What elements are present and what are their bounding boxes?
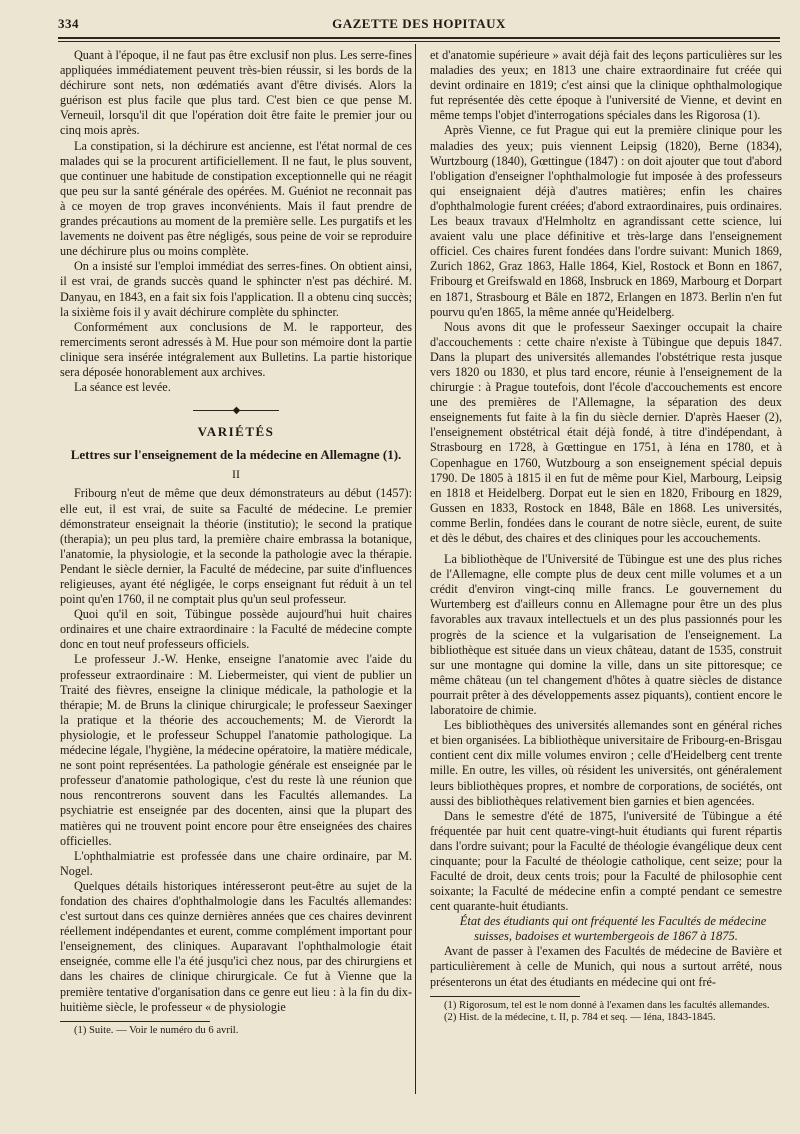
paragraph: La constipation, si la déchirure est ancienne, est l'état normal de ces malades qui se la procurent artificiellement. Il ne faut, le plus souvent, que continuer une habitude de constipation exceptionnelle qui ne réagit que peu sur la santé générale des opérées. M. Guéniot ne reconnait pas à ce moyen de trop graves inconvénients. Mais il faut prendre de grandes précautions au moment de la première selle. Les purgatifs et les lavements ne doivent pas être négligés, sous peine de voir se reproduire une déchirure plus ou moins complète.	[60, 138, 412, 259]
paragraph: Dans le semestre d'été de 1875, l'université de Tübingue a été fréquentée par huit cent quatre-vingt-huit étudiants qui furent répartis dans l'ordre suivant; pour la Faculté de théologie évangélique deux cent cinquante; pour la Faculté de théologie catholique, cent seize; pour la Faculté de droit, deux cents trois; pour la Faculté de philosophie cent soixante; la Faculté de médecine enfin a compté pendant ce semestre cent quarante-huit étudiants.	[430, 808, 782, 914]
part-number: II	[232, 467, 240, 482]
footnote-rule	[430, 996, 580, 997]
paragraph: Quelques détails historiques intéresseront peut-être au sujet de la fondation des chaires d'ophthalmologie dans les Facultés allemandes: c'est surtout dans ces quinze dernières années que ces chaires devinrent réellement indépendantes et eurent, comme complément important pour l'enseignement, des cliniques. Auparavant l'ophthalmologie était enseignée, comme elle l'a été jusqu'ici chez nous, par des chirurgiens et dans les chaires de clinique chirurgicale. Ce fut à Vienne que la première tentative d'organisation dans ce genre eut lieu : à la fin du dix-huitième siècle, le professeur « de physiologie	[60, 878, 412, 1014]
page-number: 334	[58, 16, 79, 31]
paragraph: Fribourg n'eut de même que deux démonstrateurs au début (1457): elle eut, il est vrai, de suite sa Faculté de médecine. Le premier démonstrateur enseignait la théorie (institutio); le second la pratique (therapia); un peu plus tard, la première chaire embrassa la botanique, l'anatomie, la physiologie, et la seconde la pathologie avec la thérapie. Pendant le siècle dernier, la Faculté de médecine, par suite d'influences religieuses, ayant été négligée, le corps enseignant fut réduit à un tel point qu'en 1760, il ne comptait plus qu'un seul professeur.	[60, 486, 412, 607]
section-ornament: ◆	[60, 403, 412, 418]
paragraph: La séance est levée.	[74, 380, 171, 395]
footnote-rule	[60, 1021, 210, 1022]
section-heading: VARIÉTÉS	[197, 424, 275, 440]
paragraph: Quant à l'époque, il ne faut pas être exclusif non plus. Les serre-fines appliquées immédiatement peuvent très-bien réussir, si les bords de la déchirure sont nets, non œdématiés avant d'être divisés. Alors la guérison est plus facile que plus tard. C'est bien ce que pense M. Verneuil, lorsqu'il dit que l'opération doit être faite le premier jour ou cinq mois après.	[60, 48, 412, 138]
paragraph: Les bibliothèques des universités allemandes sont en général riches et bien organisées. La bibliothèque universitaire de Fribourg-en-Brisgau contient cent dix mille volumes environ ; celle d'Heidelberg cent trente mille. En outre, les villes, où résident les universités, ont généralement leurs bibliothèques propres, et nombre de corporations, de sociétés, ont aussi des bibliothèques relativement bien garnies et bien agencées.	[430, 718, 782, 808]
footnote: (2) Hist. de la médecine, t. II, p. 784 et seq. — Iéna, 1843-1845.	[444, 1012, 716, 1024]
table-title: État des étudiants qui ont fréquenté les Facultés de médecine suisses, badoises et wurtembergeois de 1867 à 1875.	[459, 914, 767, 944]
footnote: (1) Suite. — Voir le numéro du 6 avril.	[74, 1024, 239, 1036]
journal-title: GAZETTE DES HOPITAUX	[332, 16, 506, 31]
paragraph: et d'anatomie supérieure » avait déjà fait des leçons particulières sur les maladies des yeux; en 1813 une chaire extraordinaire fut créée qui devint ordinaire en 1819; c'est ainsi que la clinique ophthalmologique fut représentée dès cette époque à l'université de Vienne, et devint en même temps l'objet d'interrogations spéciales dans les Rigorosa (1).	[430, 48, 782, 123]
paragraph: Après Vienne, ce fut Prague qui eut la première clinique pour les maladies des yeux; puis viennent Leipsig (1820), Berne (1834), Wurtzbourg (1840), Gœttingue (1847) : on doit ajouter que tout d'abord l'obligation d'enseigner l'ophthalmologie fut imposée à des professeurs qui enseignaient déjà d'autres matières; enfin les chaires d'ophthalmologie furent créées; d'abord extraordinaires, puis ordinaires. Les beaux travaux d'Helmholtz en agrandissant cette science, lui avaient valu une place définitive et très-large dans l'enseignement officiel. Ces chaires furent fondées dans l'ordre suivant: Munich 1869, Zurich 1862, Graz 1863, Halle 1864, Kiel, Rostock et Bonn en 1867, Fribourg et Greifswald en 1868, Insbruck en 1869, Marbourg et Dorpart en 1871, Strasbourg et Bâle en 1872, Erlangen en 1873. Berlin n'en fut pourvu qu'en 1865, la même année qu'Heidelberg.	[430, 123, 782, 319]
paragraph: Nous avons dit que le professeur Saexinger occupait la chaire d'accouchements : cette chaire n'existe à Tübingue que depuis 1847. Dans la plupart des universités allemandes l'obstétrique resta jusque vers 1820 ou 1830, et plus tard encore, réunie à l'enseignement de la chirurgie : à Prague toutefois, dont l'école d'accouchements est encore une des premières de l'Allemagne, la séparation des deux enseignements fut faite à la fin du siècle dernier. D'après Haeser (2), l'enseignement obstétrical était déjà fondé, à titre d'indépendant, à Strasbourg en 1728, à Gœttingue en 1751, à Iéna en 1780, et à Copenhague en 1760, Wutzbourg a son enseignement spécial depuis 1790. De 1805 à 1815 il en fut de même pour Kiel, Marbourg, Leipsig en 1818 et Heidelberg. Dorpat eut le sien en 1820, Fribourg en 1829, Gussen en 1833, Rostock en 1848, Bâle en 1868. Les universités, comme Berlin, fondées dans le courant de notre siècle, eurent, de suite et dès le début, des chaires et des cliniques pour les accouchements.	[430, 319, 782, 545]
header-rule-thin	[58, 41, 780, 42]
paragraph: Le professeur J.-W. Henke, enseigne l'anatomie avec l'aide du professeur extraordinaire : M. Liebermeister, qui vient de publier un Traité des fièvres, enseigne la clinique médicale, la pathologie et la thérapie; M. de Bruns la clinique chirurgicale; le professeur Saexinger la pratique et la théorie des accouchements; M. de Vierordt la physiologie, et le professeur Schuppel l'anatomie pathologique. La médecine légale, l'hygiène, la médecine opératoire, la matière médicale, ne sont point représentées. La pathologie générale est enseignée par le professeur d'anatomie pathologique, c'est du reste là une réunion que nous rencontrerons souvent dans les Facultés allemandes. La psychiatrie est enseignée par des docenten, ainsi que la plupart des matières qui ne trouvent point encore pour être enseignées des chaires officielles.	[60, 652, 412, 848]
paragraph: La bibliothèque de l'Université de Tübingue est une des plus riches de l'Allemagne, elle compte plus de deux cent mille volumes et a un crédit d'environ vingt-cinq mille francs. Le gouvernement du Wurtemberg est d'ailleurs connu en Allemagne pour être un des plus favorables aux travaux intellectuels et un des plus passionnés pour les progrès de la science et la vulgarisation de l'enseignement. La bibliothèque est située dans un vieux château, datant de 1535, construit sur une montagne qui domine la ville, dans un site pittoresque; ce même château (un tel changement d'hôtes à quatre siècles de distance pourrait prêter à des développements assez piquants), contient encore le laboratoire de chimie.	[430, 552, 782, 718]
left-column	[60, 48, 412, 1037]
footnote: (1) Rigorosum, tel est le nom donné à l'examen dans les facultés allemandes.	[444, 999, 770, 1011]
header-rule	[58, 37, 780, 39]
article-title: Lettres sur l'enseignement de la médecine en Allemagne (1).	[70, 447, 402, 463]
paragraph: On a insisté sur l'emploi immédiat des serres-fines. On obtient ainsi, il est vrai, de grands succès quand le sphincter n'est pas déchiré. M. Danyau, en 1843, en a fait six fois l'application. Il a obtenu cinq succès; la sixième fois il y avait déchirure complète du sphincter.	[60, 259, 412, 319]
paragraph: Conformément aux conclusions de M. le rapporteur, des remerciments seront adressés à M. Hue pour son mémoire dont la partie clinique sera insérée intégralement aux Bulletins. La partie historique sera déposée honorablement aux archives.	[60, 319, 412, 379]
page-header	[58, 14, 780, 34]
paragraph: L'ophthalmiatrie est professée dans une chaire ordinaire, par M. Nogel.	[60, 848, 412, 878]
paragraph: Quoi qu'il en soit, Tübingue possède aujourd'hui huit chaires ordinaires et une chaire extraordinaire : la Faculté de médecine compte donc en tout neuf professeurs officiels.	[60, 607, 412, 652]
right-column	[430, 48, 782, 1025]
paragraph: Avant de passer à l'examen des Facultés de médecine de Bavière et particulièrement à celle de Munich, qui nous a surtout arrêté, nous présenterons un état des étudiants en médecine qui ont fré-	[430, 944, 782, 989]
column-divider	[415, 44, 416, 1094]
